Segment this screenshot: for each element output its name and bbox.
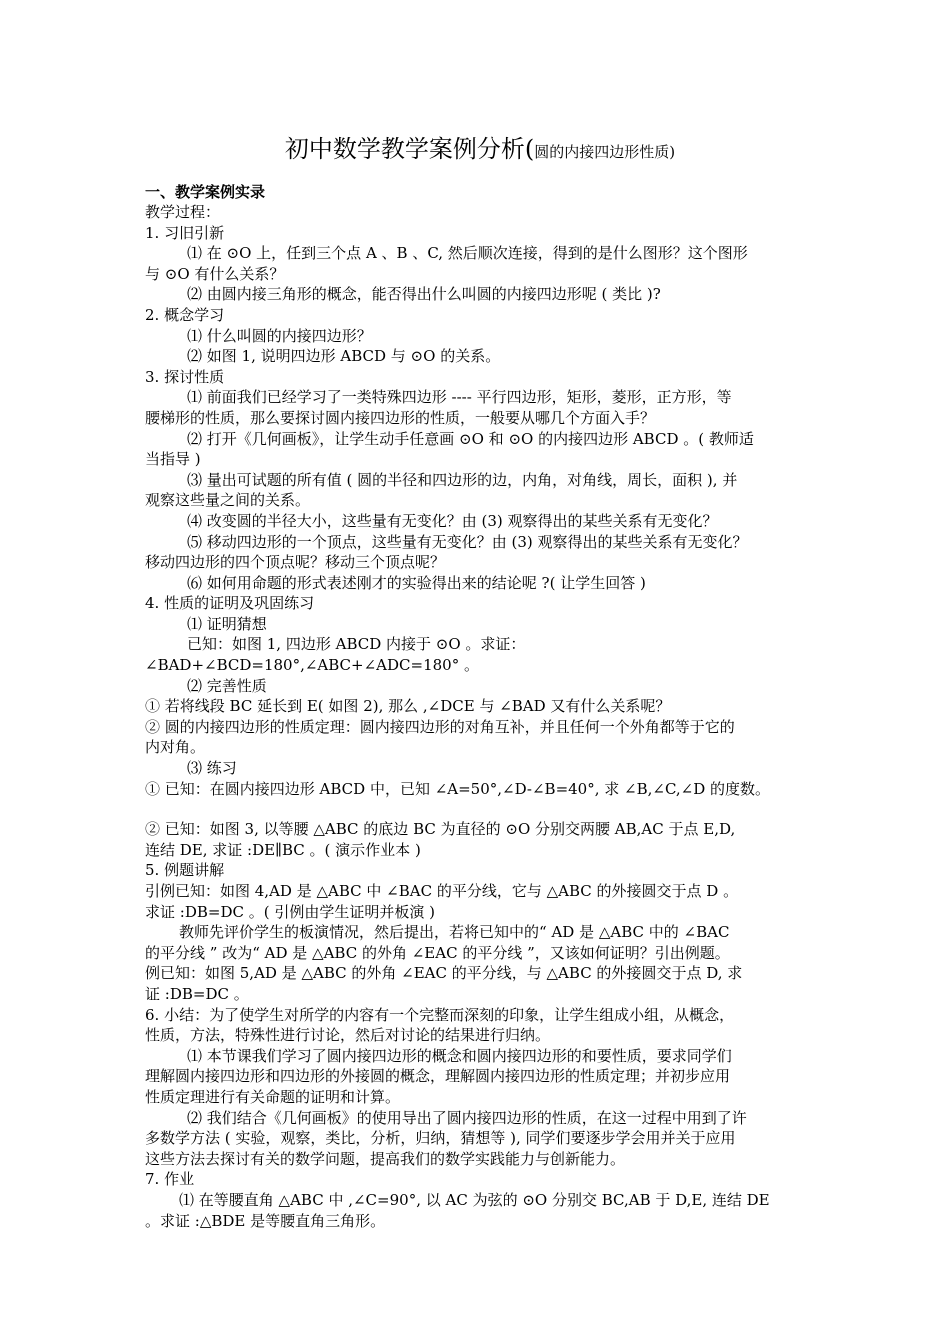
text-line: ⑴ 什么叫圆的内接四边形？ [187, 326, 372, 345]
text-line: 教学过程： [145, 203, 221, 221]
text-line: ⑵ 我们结合《几何画板》的使用导出了圆内接四边形的性质，在这一过程中用到了许 [187, 1108, 747, 1127]
text-line: ⑴ 前面我们已经学习了一类特殊四边形 ---- 平行四边形，矩形，菱形，正方形，等 [187, 388, 732, 407]
text-line: 内对角。 [145, 738, 206, 757]
text-line: 性质，方法，特殊性进行讨论，然后对讨论的结果进行归纳。 [145, 1026, 551, 1045]
page-title [145, 132, 815, 168]
text-line: ∠BAD+∠BCD=180°,∠ABC+∠ADC=180° 。 [145, 656, 479, 675]
text-line: ⑴ 在 ⊙O 上，任到三个点 A 、B 、C, 然后顺次连接，得到的是什么图形？这个图形 [187, 244, 748, 263]
text-line: 已知：如图 1, 四边形 ABCD 内接于 ⊙O 。求证： [187, 635, 526, 654]
text-line: ⑶ 量出可试题的所有值 ( 圆的半径和四边形的边，内角，对角线，周长，面积 ), 并 [187, 470, 738, 489]
text-line: 的平分线 ” 改为“ AD 是 △ABC 的外角 ∠EAC 的平分线 ”，又该如何证明？引出例题。 [145, 943, 730, 962]
text-line: 腰梯形的性质，那么要探讨圆内接四边形的性质，一般要从哪几个方面入手？ [145, 408, 656, 427]
step-heading: 6. 小结：为了使学生对所学的内容有一个完整而深刻的印象，让学生组成小组，从概念， [145, 1005, 735, 1024]
text-line: ⑵ 完善性质 [187, 676, 267, 695]
text-line: ⑴ 本节课我们学习了圆内接四边形的概念和圆内接四边形的和要性质，要求同学们 [187, 1046, 732, 1065]
text-line: 例已知：如图 5,AD 是 △ABC 的外角 ∠EAC 的平分线，与 △ABC 的外接圆交于点 D, 求 [145, 964, 743, 983]
step-heading: 2. 概念学习 [145, 305, 225, 324]
text-line: ⑶ 练习 [187, 759, 237, 778]
text-line: 。求证 :△BDE 是等腰直角三角形。 [145, 1211, 386, 1230]
text-line: 这些方法去探讨有关的数学问题，提高我们的数学实践能力与创新能力。 [145, 1149, 626, 1168]
text-line: ① 已知：在圆内接四边形 ABCD 中，已知 ∠A=50°,∠D-∠B=40°, 求 ∠B,∠C,∠D 的度数。 [145, 779, 771, 798]
text-line: 移动四边形的四个顶点呢？移动三个顶点呢？ [145, 553, 446, 572]
text-line: ⑵ 如图 1, 说明四边形 ABCD 与 ⊙O 的关系。 [187, 347, 501, 366]
text-line: ⑴ 在等腰直角 △ABC 中 ,∠C=90°, 以 AC 为弦的 ⊙O 分别交 BC,AB 于 D,E, 连结 DE [179, 1190, 770, 1209]
text-line: 连结 DE, 求证 :DE∥BC 。( 演示作业本 ) [145, 840, 421, 859]
text-line: ⑹ 如何用命题的形式表述刚才的实验得出来的结论呢 ?( 让学生回答 ) [187, 573, 646, 592]
text-line: ② 圆的内接四边形的性质定理：圆内接四边形的对角互补，并且任何一个外角都等于它的 [145, 717, 735, 736]
text-line: 多数学方法 ( 实验，观察，类比，分析，归纳，猜想等 ), 同学们要逐步学会用并关于应用 [145, 1129, 736, 1148]
text-line: ① 若将线段 BC 延长到 E( 如图 2), 那么 ,∠DCE 与 ∠BAD 又有什么关系呢？ [145, 697, 671, 716]
document-body [145, 132, 815, 1231]
text-line: 性质定理进行有关命题的证明和计算。 [145, 1087, 401, 1106]
text-line: ② 已知：如图 3, 以等腰 △ABC 的底边 BC 为直径的 ⊙O 分别交两腰 AB,AC 于点 E,D, [145, 820, 736, 839]
step-heading: 4. 性质的证明及巩固练习 [145, 594, 315, 613]
text-line: 理解圆内接四边形和四边形的外接圆的概念，理解圆内接四边形的性质定理；并初步应用 [145, 1067, 731, 1086]
text-line: 与 ⊙O 有什么关系？ [145, 264, 285, 283]
step-heading: 7. 作业 [145, 1170, 195, 1189]
text-line: 教师先评价学生的板演情况，然后提出，若将已知中的“ AD 是 △ABC 中的 ∠BAC [179, 923, 730, 942]
title-sub: 圆的内接四边形性质) [534, 143, 676, 161]
text-line: 求证 :DB=DC 。( 引例由学生证明并板演 ) [145, 902, 435, 921]
text-line: ⑵ 由圆内接三角形的概念，能否得出什么叫圆的内接四边形呢 ( 类比 )? [187, 285, 661, 304]
text-line: ⑴ 证明猜想 [187, 614, 267, 633]
text-line: 引例已知：如图 4,AD 是 △ABC 中 ∠BAC 的平分线，它与 △ABC 的外接圆交于点 D 。 [145, 882, 739, 900]
section-heading: 一、教学案例实录 [145, 183, 266, 201]
step-heading: 1. 习旧引新 [145, 223, 225, 242]
title-main: 初中数学教学案例分析( [284, 135, 535, 163]
text-line: 证 :DB=DC 。 [145, 984, 249, 1003]
blank-line [145, 799, 815, 819]
text-line: ⑵ 打开《几何画板》，让学生动手任意画 ⊙O 和 ⊙O 的内接四边形 ABCD 。( 教师适 [187, 429, 754, 448]
text-line: 当指导 ) [145, 450, 201, 469]
text-line: 观察这些量之间的关系。 [145, 491, 311, 510]
text-line: ⑸ 移动四边形的一个顶点，这些量有无变化？由 (3) 观察得出的某些关系有无变化？ [187, 532, 748, 551]
text-line: ⑷ 改变圆的半径大小，这些量有无变化？由 (3) 观察得出的某些关系有无变化？ [187, 511, 718, 530]
step-heading: 3. 探讨性质 [145, 367, 225, 386]
step-heading: 5. 例题讲解 [145, 861, 225, 880]
